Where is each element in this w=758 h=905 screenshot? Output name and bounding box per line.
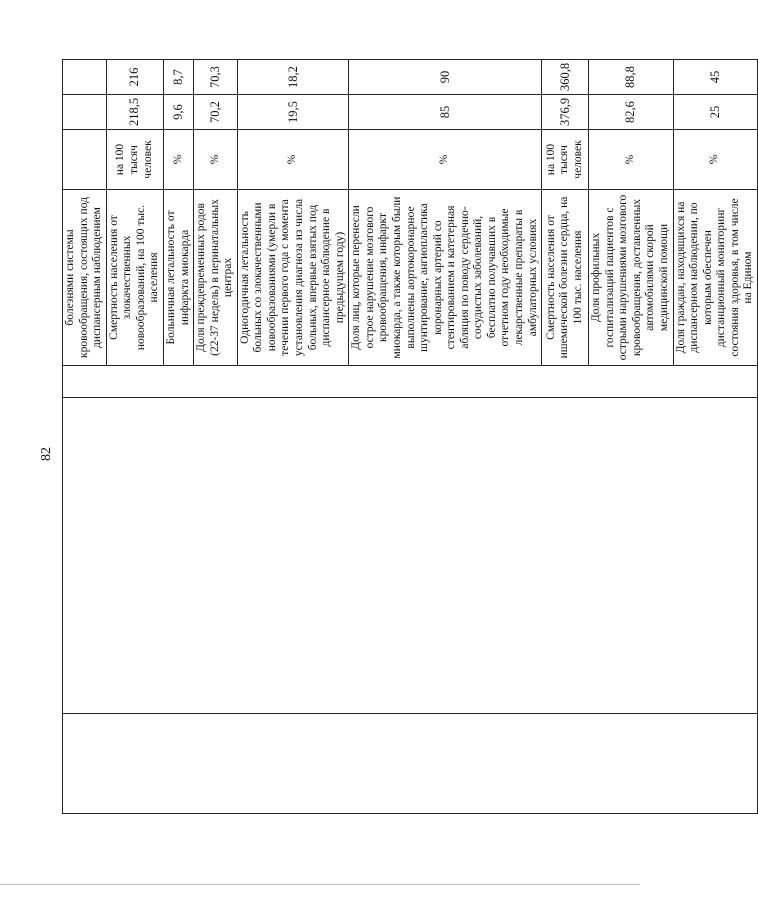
indicator-unit: %: [237, 130, 349, 190]
value-1: 82,6: [589, 95, 673, 130]
value-1: 19,5: [237, 95, 349, 130]
indicator-unit: %: [349, 130, 542, 190]
value-2: 88,8: [589, 60, 673, 95]
indicator-unit: [63, 130, 107, 190]
value-2: 360,8: [542, 60, 589, 95]
value-1: 218,5: [106, 95, 163, 130]
indicator-unit: %: [673, 130, 757, 190]
indicator-name: Смертность населения от злокачественных новообразований, на 100 тыс. населения: [106, 190, 163, 366]
value-1: 70,2: [194, 95, 238, 130]
value-1: 376,9: [542, 95, 589, 130]
value-2: [63, 60, 107, 95]
indicator-unit: %: [589, 130, 673, 190]
indicator-name: болезнями системы кровообращения, состоящих под диспансерным наблюдением: [63, 190, 107, 366]
page-number: 82: [39, 447, 54, 461]
indicator-unit: на 100 тысяч человек: [106, 130, 163, 190]
indicator-name: Доля профильных госпитализаций пациентов с острыми нарушениями мозгового кровообращения, доставленных автомобилями скорой медицинской помощи: [589, 190, 673, 366]
value-2: 216: [106, 60, 163, 95]
value-1: 25: [673, 95, 757, 130]
value-2: 70,3: [194, 60, 238, 95]
indicator-table: [62, 59, 758, 814]
rotated-table-container: [62, 60, 755, 814]
value-1: [63, 95, 107, 130]
value-2: 8,7: [163, 60, 193, 95]
value-1: 9,6: [163, 95, 193, 130]
indicator-name: Доля лиц, которые перенесли острое нарушение мозгового кровообращения, инфаркт миокарда, а также которым были выполнены аортокоронарное шунтирование, ангиопластика коронарных артерий со стентированием и катетерная абляция по поводу сердечно-сосудистых заболеваний, бесплатно получавших в отчетном году необходимые лекарственные препараты в амбулаторных условиях: [349, 190, 542, 366]
table-row: [63, 60, 107, 814]
scan-bottom-edge: [0, 884, 640, 885]
indicator-name: Доля граждан, находящихся на диспансерном наблюдении, по которым обеспечен дистанционный мониторинг состояния здоровья, в том числе на Едином: [673, 190, 757, 366]
indicator-name: Смертность населения от ишемической болезни сердца, на 100 тыс. населения: [542, 190, 589, 366]
indicator-unit: %: [163, 130, 193, 190]
value-2: 18,2: [237, 60, 349, 95]
indicator-name: Больничная летальность от инфаркта миокарда: [163, 190, 193, 366]
indicator-name: Одногодичная летальность больных со злокачественными новообразованиями (умерли в течении первого года с момента установления диагноза из числа больных, впервые взятых под диспансерное наблюдение в предыдущем году): [237, 190, 349, 366]
value-1: 85: [349, 95, 542, 130]
value-2: 45: [673, 60, 757, 95]
indicator-unit: %: [194, 130, 238, 190]
blank-column-left: [63, 714, 758, 814]
blank-column-narrow: [63, 366, 758, 398]
indicator-unit: на 100 тысяч человек: [542, 130, 589, 190]
indicator-name: Доля преждевременных родов (22-37 недель) в перинатальных центрах: [194, 190, 238, 366]
value-2: 90: [349, 60, 542, 95]
blank-column-wide: [63, 398, 758, 714]
